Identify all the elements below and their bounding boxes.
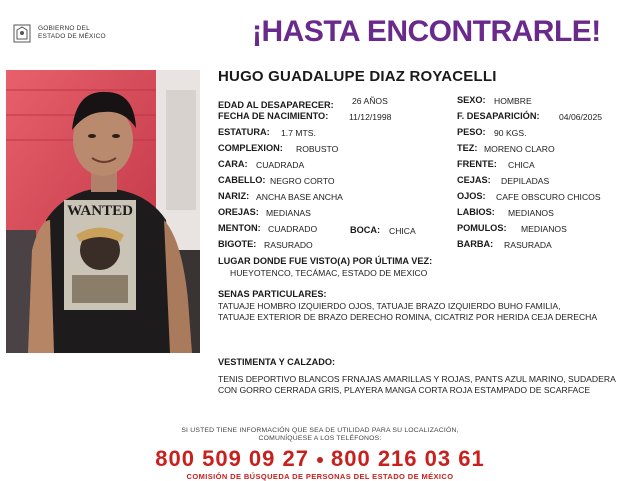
organization-name: COMISIÓN DE BÚSQUEDA DE PERSONAS DEL ESTADO DE MÉXICO [186,472,454,481]
vestimenta-value: TENIS DEPORTIVO BLANCOS FRNAJAS AMARILLAS Y ROJAS, PANTS AZUL MARINO, SUDADERA CON GORRO CERRADA GRIS, PLAYERA MANGA CORTA ROJA ESTAMPADO DE SCARFACE [218,374,616,395]
field-value: ANCHA BASE ANCHA [256,192,343,202]
last-seen-label: LUGAR DONDE FUE VISTO(A) POR ÚLTIMA VEZ: [218,256,433,266]
field-value: CUADRADA [256,160,305,170]
vestimenta-label: VESTIMENTA Y CALZADO: [218,357,336,367]
shirt-print-text: WANTED [67,203,133,219]
phone-number-2[interactable]: 800 216 03 61 [331,446,485,471]
field-label: EDAD AL DESAPARECER: [218,100,334,110]
field-value: 04/06/2025 [559,112,603,122]
field-label: OJOS: [457,191,486,201]
field-label: TEZ: [457,143,478,153]
last-seen-value: HUEYOTENCO, TECÁMAC, ESTADO DE MEXICO [230,268,428,278]
field-label: SEXO: [457,95,486,105]
missing-person-photo [6,70,200,353]
headline: ¡HASTA ENCONTRARLE! [252,15,601,48]
contact-note-line2: COMUNÍQUESE A LOS TELÉFONOS: [258,435,382,442]
field-value: 26 AÑOS [352,96,388,106]
field-label: POMULOS: [457,223,507,233]
field-value: 11/12/1998 [349,112,392,122]
separator-dot-icon [317,457,323,463]
government-logo [10,22,130,48]
field-label: MENTON: [218,223,261,233]
phone-numbers [0,446,640,472]
field-value: CHICA [508,160,535,170]
field-label: ESTATURA: [218,127,270,137]
field-label: CABELLO: [218,175,266,185]
contact-note [0,427,640,443]
field-value: ROBUSTO [296,144,339,154]
senas-value: TATUAJE HOMBRO IZQUIERDO OJOS, TATUAJE BRAZO IZQUIERDO BUHO FAMILIA, TATUAJE EXTERIOR DE BRAZO DERECHO ROMINA, CICATRIZ POR HERIDA CEJA DERECHA [218,301,598,322]
field-label: BIGOTE: [218,239,257,249]
field-label: CARA: [218,159,248,169]
field-label: NARIZ: [218,191,250,201]
field-label: CEJAS: [457,175,491,185]
field-value: HOMBRE [494,96,532,106]
phone-number-1[interactable]: 800 509 09 27 [155,446,309,471]
state-seal-icon [12,22,32,44]
field-label: FRENTE: [457,159,497,169]
field-label: LABIOS: [457,207,495,217]
field-label: COMPLEXION: [218,143,283,153]
logo-text-line1: GOBIERNO DEL [38,25,90,32]
field-value: MEDIANAS [266,208,311,218]
field-label: PESO: [457,127,486,137]
field-value: RASURADA [504,240,552,250]
field-value: CAFE OBSCURO CHICOS [496,192,601,202]
field-value: RASURADO [264,240,313,250]
field-label: F. DESAPARICIÓN: [457,111,540,121]
field-value: MORENO CLARO [484,144,555,154]
field-label: BARBA: [457,239,494,249]
field-value: NEGRO CORTO [270,176,335,186]
field-value: CUADRADO [268,224,318,234]
contact-note-line1: SI USTED TIENE INFORMACIÓN QUE SEA DE UTILIDAD PARA SU LOCALIZACIÓN, [181,427,459,434]
field-label: BOCA: [350,225,381,235]
senas-label: SENAS PARTICULARES: [218,289,327,299]
field-value: MEDIANOS [508,208,554,218]
field-label: OREJAS: [218,207,259,217]
field-value: CHICA [389,226,416,236]
logo-text-line2: ESTADO DE MÉXICO [38,33,106,40]
field-value: DEPILADAS [501,176,550,186]
field-label: FECHA DE NACIMIENTO: [218,111,329,121]
field-value: 1.7 MTS. [281,128,316,138]
field-value: MEDIANOS [521,224,567,234]
person-name: HUGO GUADALUPE DIAZ ROYACELLI [218,68,497,85]
field-value: 90 KGS. [494,128,527,138]
